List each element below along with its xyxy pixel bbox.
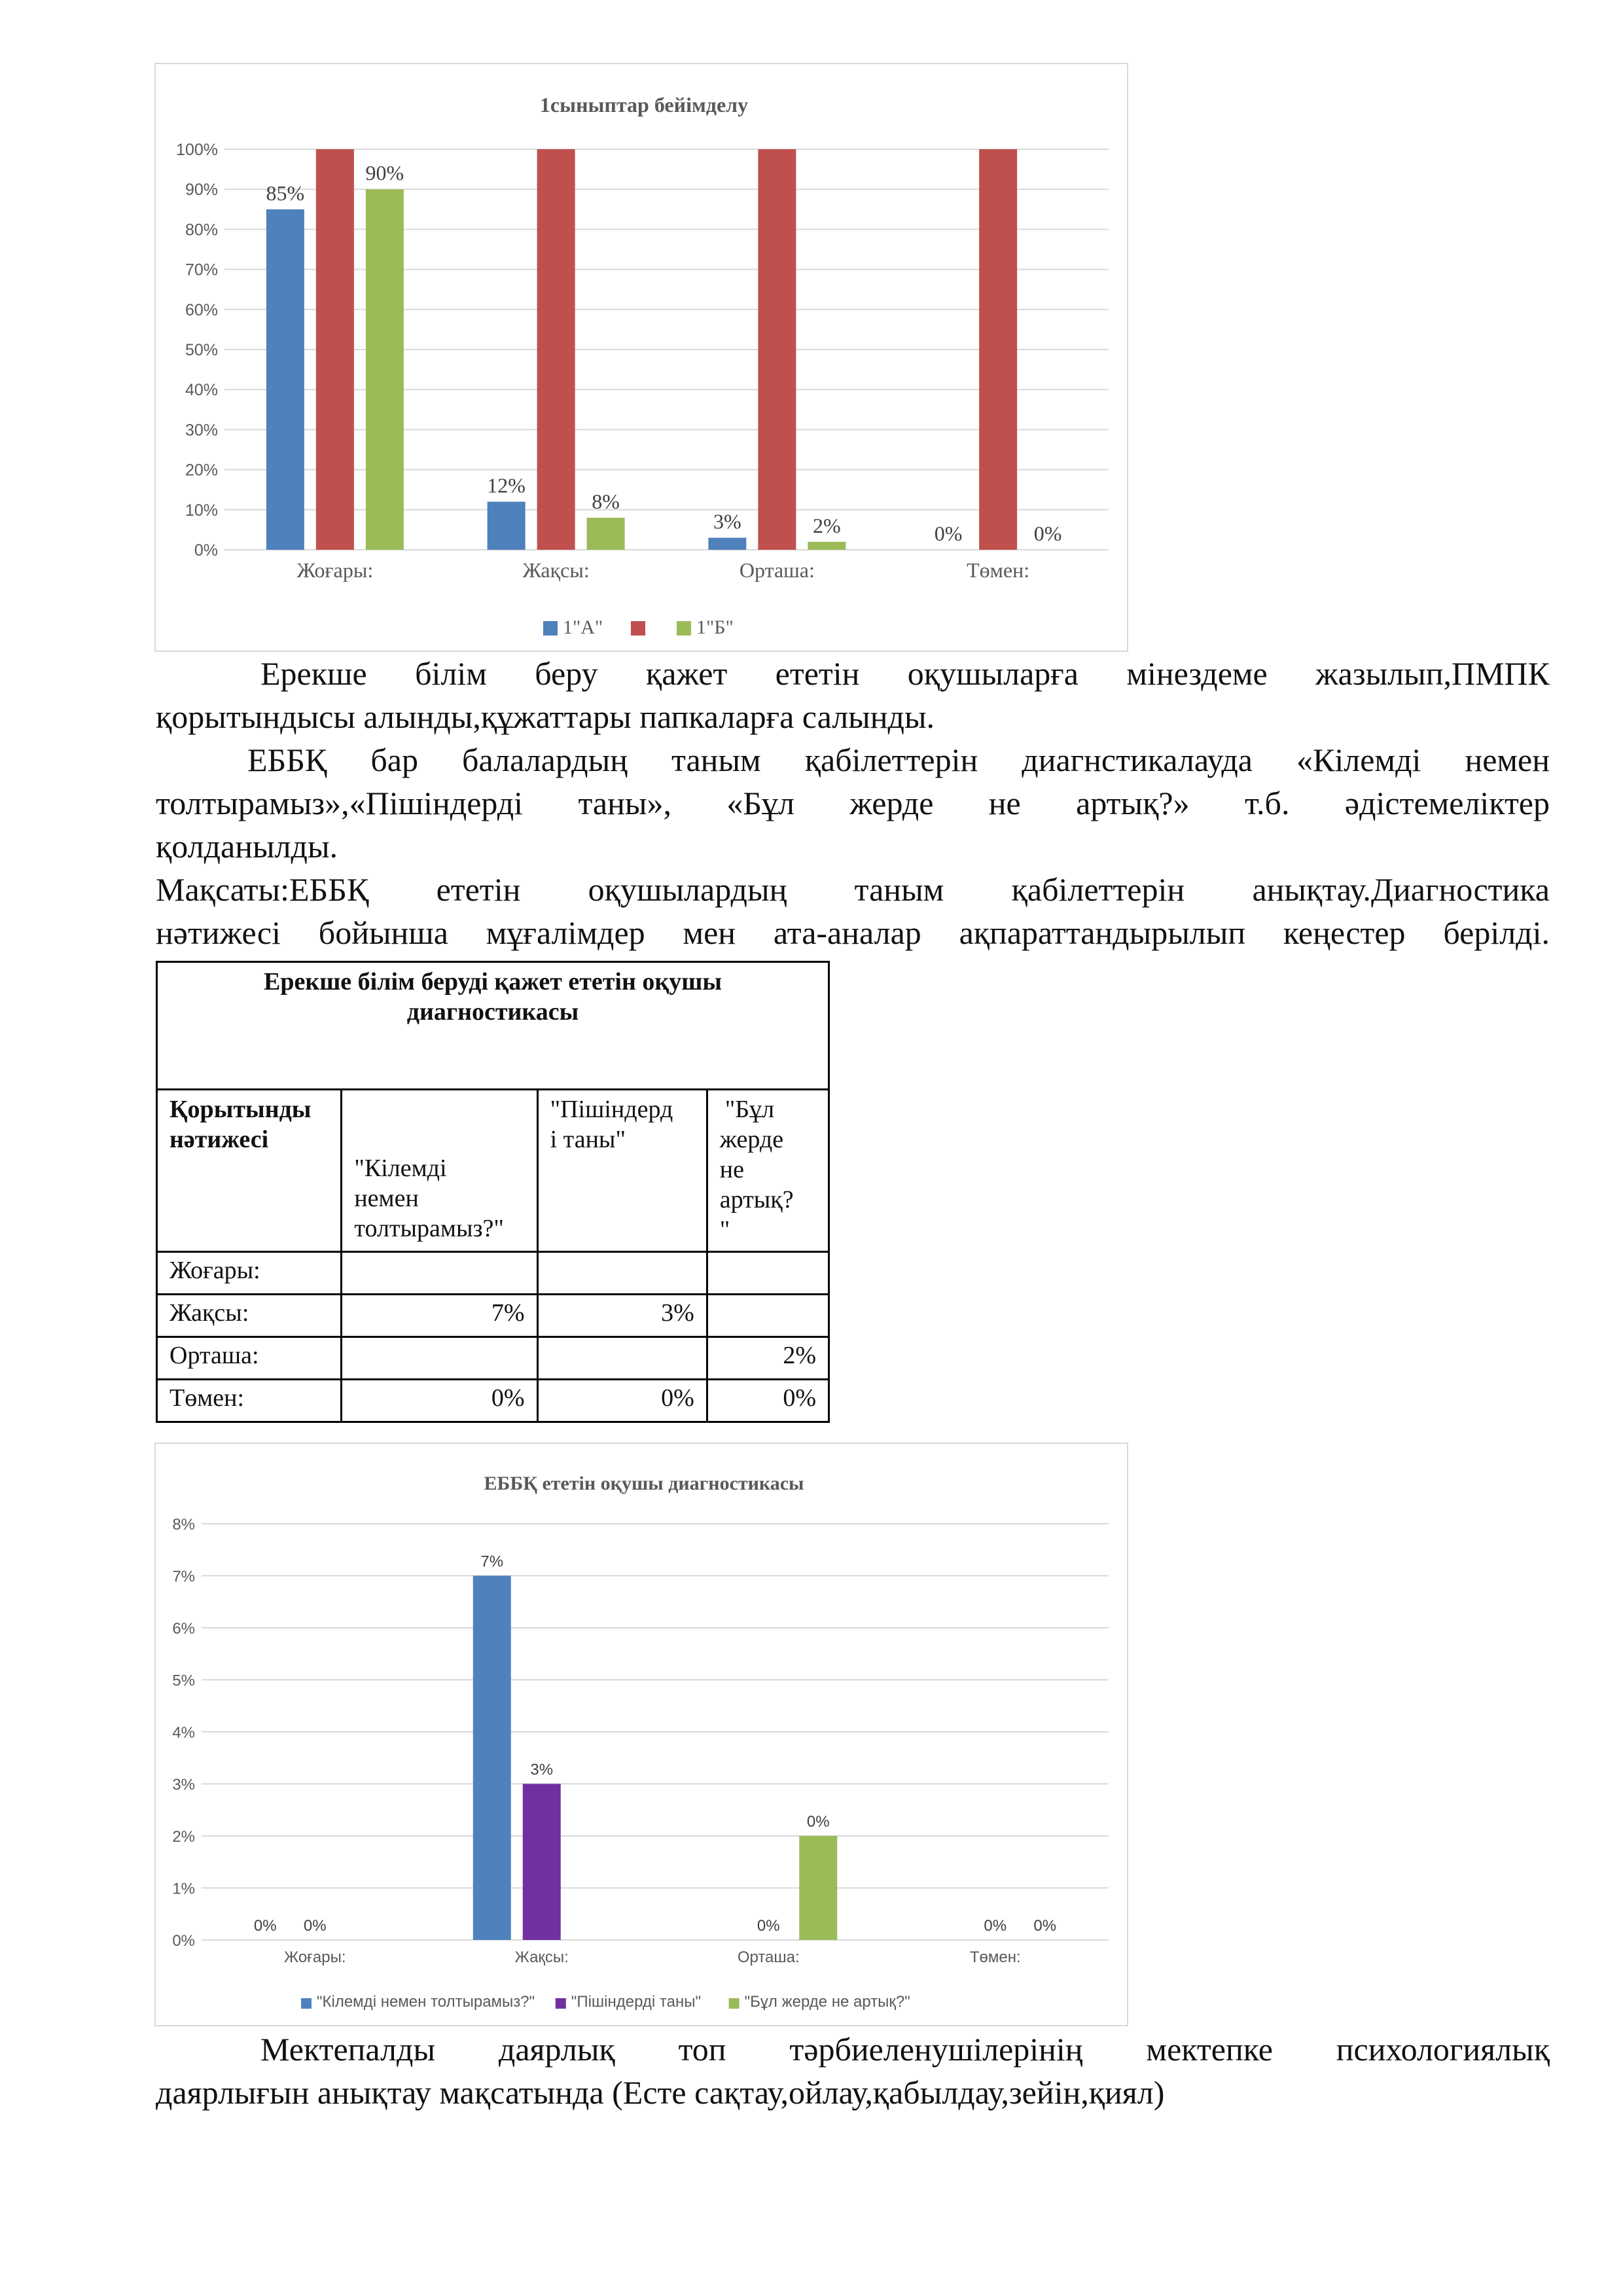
table-cell [342,1252,537,1295]
paragraph-special-needs-line2: қорытындысы алынды,құжаттары папкаларға салынды. [156,698,935,735]
data-label: 0% [806,1813,830,1831]
paragraph-methods-line3: қолданылды. [156,828,338,865]
column-header-result [157,1090,342,1252]
bar [587,518,625,550]
data-label: 0% [253,1917,277,1935]
data-label: 0% [934,522,963,545]
x-category-label: Жақсы: [514,1948,569,1966]
column-header-shapes-line1: "Пішіндерд [550,1096,673,1123]
paragraph-methods-line1: ЕББҚ бар балалардың таным қабілеттерін диагнстикалауда «Кілемді немен [247,742,1550,778]
y-tick-label: 100% [176,141,218,159]
legend-swatch [301,1998,312,2009]
column-header-shapes-line2: і таны" [550,1126,626,1153]
data-label: 7% [480,1552,504,1571]
x-category-label: Төмен: [969,1948,1021,1966]
bar [488,502,526,550]
paragraph-preschool-line1: Мектепалды даярлық топ тәрбиеленушілерінің мектепке психологиялық [260,2031,1550,2068]
bar [799,1836,837,1940]
data-label: 2% [813,513,841,537]
y-tick-label: 0% [194,541,218,560]
data-label: 85% [266,181,305,205]
legend-swatch [729,1998,740,2009]
column-header-odd-one-line2: жерде [719,1126,784,1153]
chart-title: ЕББҚ ететін оқушы диагностикасы [484,1473,804,1494]
y-tick-label: 7% [172,1568,195,1586]
table-title-line1: Ерекше білім беруді қажет ететін оқушы [263,968,722,996]
y-tick-label: 1% [172,1880,195,1898]
data-label: 0% [1033,522,1062,545]
table-row [157,1337,829,1380]
diagnostics-table [156,961,830,1423]
table-cell [537,1252,707,1295]
table-cell: 0% [537,1380,707,1422]
column-header-carpet [342,1090,537,1252]
y-tick-label: 90% [185,181,218,200]
data-label: 90% [365,161,404,185]
y-tick-label: 50% [185,341,218,359]
column-header-carpet-line2: немен [354,1185,419,1212]
column-header-carpet-line1: "Кілемді [354,1155,447,1182]
bar [708,538,746,550]
x-category-label: Жақсы: [522,558,590,582]
data-label: 3% [530,1761,554,1779]
y-tick-label: 60% [185,300,218,319]
column-header-result-line1: Қорытынды [169,1096,312,1123]
bar [758,149,796,550]
column-header-odd-one-line3: не [719,1156,744,1183]
table-cell [707,1295,829,1337]
bar [808,542,846,550]
x-category-label: Жоғары: [296,558,374,582]
y-tick-label: 3% [172,1776,195,1794]
bar [523,1784,561,1941]
table-cell: 2% [707,1337,829,1380]
bar [537,149,575,550]
data-label: 3% [713,509,741,533]
y-tick-label: 10% [185,501,218,520]
row-label: Орташа: [157,1337,342,1380]
table-title-line2: диагностикасы [406,998,579,1026]
x-category-label: Төмен: [967,558,1030,582]
legend-label: "Бұл жерде не артық?" [744,1993,910,2011]
chart-diagnostics-svg [156,1444,1127,2025]
column-header-shapes [537,1090,707,1252]
y-tick-label: 6% [172,1620,195,1638]
row-label: Жақсы: [157,1295,342,1337]
table-cell [537,1337,707,1380]
chart-adaptation [154,63,1128,652]
legend-swatch [677,621,691,636]
table-cell: 7% [342,1295,537,1337]
legend-swatch [556,1998,566,2009]
y-tick-label: 30% [185,421,218,440]
chart-title: 1сыныптар бейімделу [539,93,749,117]
y-tick-label: 8% [172,1516,195,1534]
paragraph-special-needs-line1: Ерекше білім беру қажет ететін оқушыларға мінездеме жазылып,ПМПК [260,655,1550,692]
paragraph-preschool-line2: даярлығын анықтау мақсатында (Есте сақтау,ойлау,қабылдау,зейін,қиял) [156,2074,1165,2111]
legend-label: 1"Б" [696,617,734,638]
bar [366,189,404,550]
row-label: Жоғары: [157,1252,342,1295]
column-header-carpet-line3: толтырамыз?" [354,1215,504,1242]
legend-label: 1"А" [563,617,603,638]
bar [979,149,1017,550]
chart-diagnostics [154,1443,1128,2026]
table-row [157,1252,829,1295]
chart-adaptation-svg [156,64,1127,651]
table-cell [342,1337,537,1380]
legend-label: "Пішіндерді таны" [571,1993,701,2011]
y-tick-label: 80% [185,221,218,240]
column-header-odd-one-line5: " [719,1216,730,1244]
y-tick-label: 20% [185,461,218,480]
paragraph-goal-line2: нәтижесі бойынша мұғалімдер мен ата-аналар ақпараттандырылып кеңестер берілді. [156,914,1550,951]
bar [316,149,354,550]
x-category-label: Орташа: [739,558,815,582]
data-label: 0% [1033,1917,1057,1935]
y-tick-label: 0% [172,1932,195,1950]
x-category-label: Орташа: [737,1948,800,1966]
paragraph-methods-line2: толтырамыз»,«Пішіндерді таны», «Бұл жерде не артық?» т.б. әдістемеліктер [156,785,1550,821]
x-category-label: Жоғары: [283,1948,346,1966]
y-tick-label: 4% [172,1724,195,1742]
y-tick-label: 5% [172,1672,195,1690]
column-header-result-line2: нәтижесі [169,1126,269,1153]
table-row [157,1380,829,1422]
table-cell: 0% [342,1380,537,1422]
y-tick-label: 40% [185,381,218,400]
y-tick-label: 2% [172,1828,195,1846]
legend-swatch [543,621,558,636]
data-label: 0% [984,1917,1007,1935]
column-header-odd-one-line1: "Бұл [724,1096,775,1123]
data-label: 12% [487,473,526,497]
table-title [157,962,829,1090]
data-label: 0% [757,1917,780,1935]
bar [473,1576,511,1941]
legend-label: "Кілемді немен толтырамыз?" [317,1993,535,2011]
column-header-odd-one-line4: артық? [719,1186,794,1213]
data-label: 0% [303,1917,327,1935]
bar [266,209,304,550]
y-tick-label: 70% [185,260,218,279]
table-row [157,1295,829,1337]
legend-swatch [631,621,645,636]
table-cell [707,1252,829,1295]
data-label: 8% [592,490,620,514]
table-cell: 3% [537,1295,707,1337]
column-header-odd-one [707,1090,829,1252]
paragraph-goal-line1: Мақсаты:ЕББҚ ететін оқушылардың таным қабілеттерін анықтау.Диагностика [156,871,1550,908]
row-label: Төмен: [157,1380,342,1422]
table-cell: 0% [707,1380,829,1422]
